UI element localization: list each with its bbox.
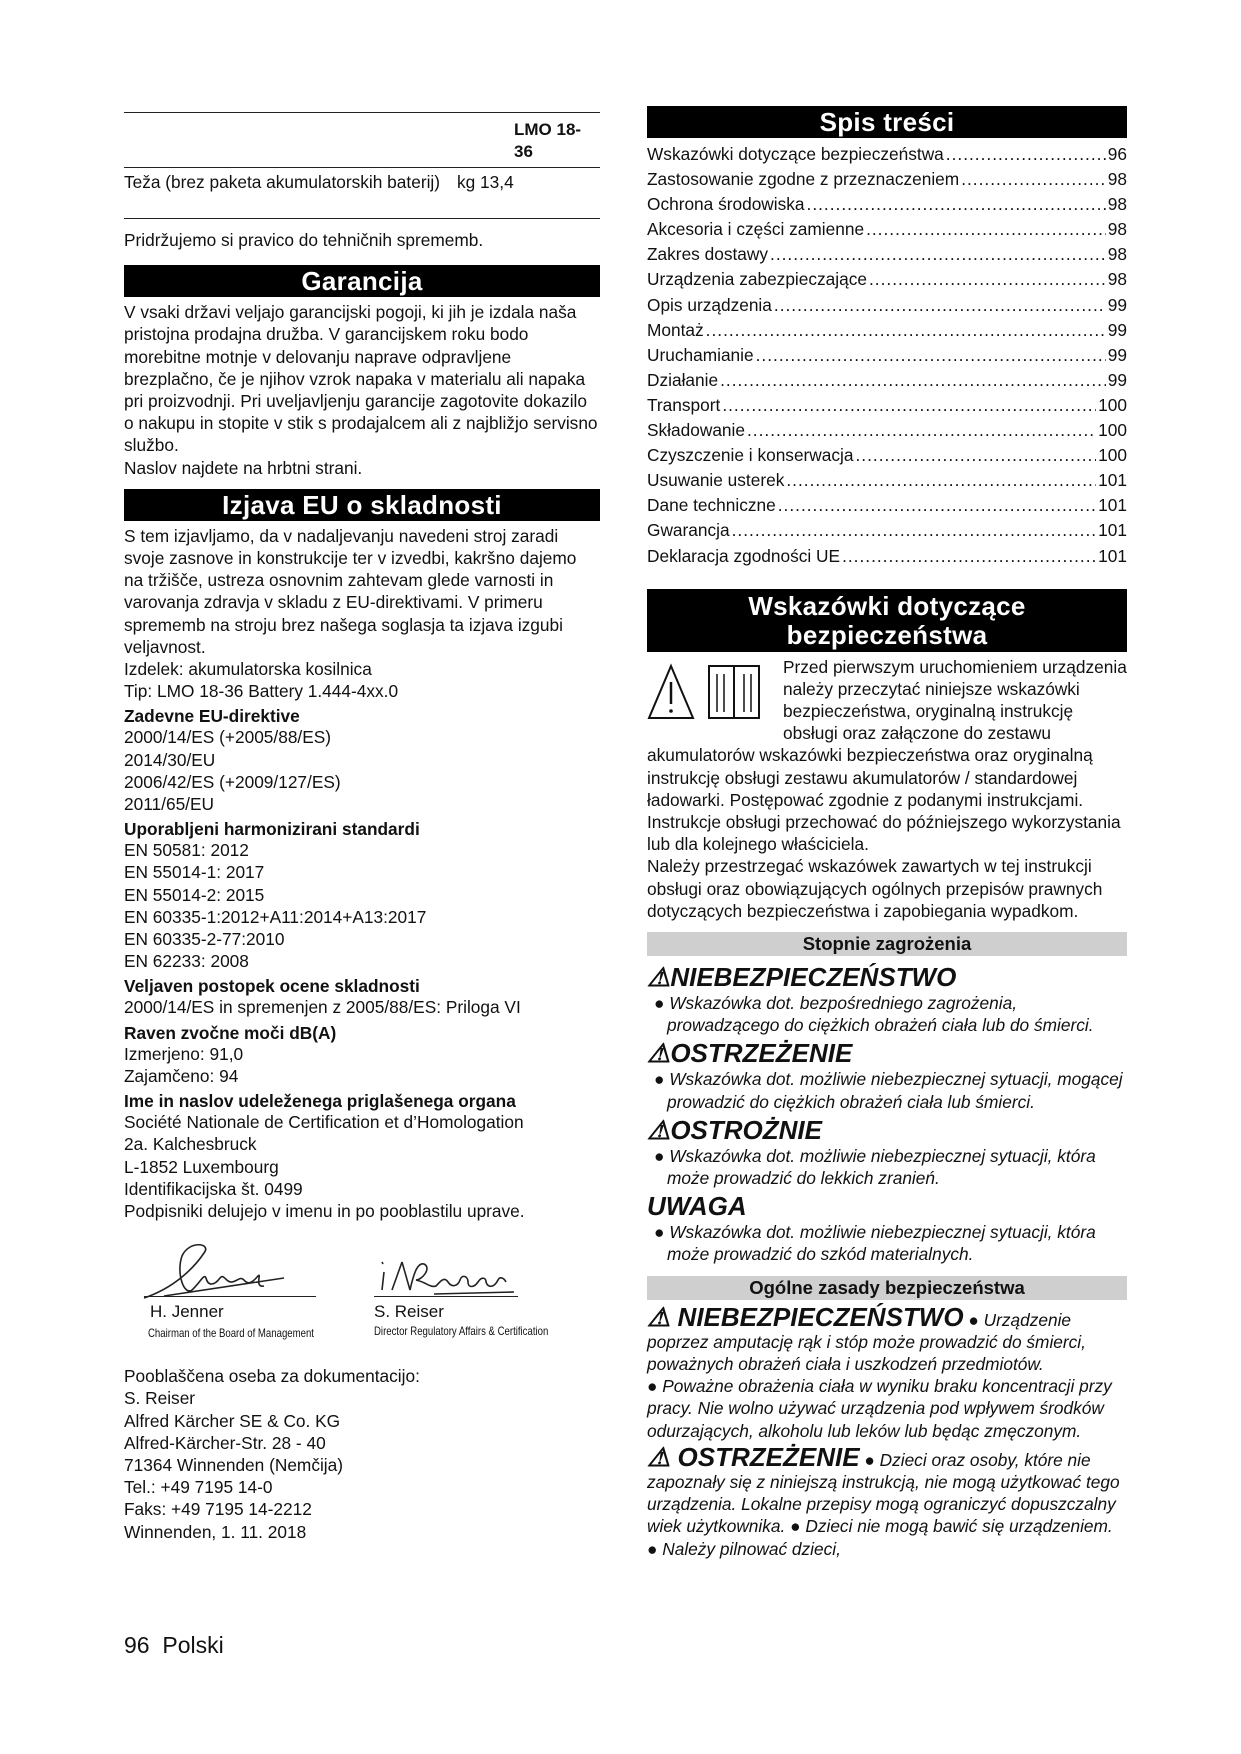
standard-item: EN 50581: 2012 <box>124 840 249 861</box>
notified-body-line: Société Nationale de Certification et d’Homologation <box>124 1112 524 1133</box>
toc-item: Urządzenia zabezpieczające ..... 98 <box>647 267 1127 292</box>
warning-triangle-icon: ⚠ <box>647 1038 671 1069</box>
auth-line: Faks: +49 7195 14-2212 <box>124 1499 312 1520</box>
general-heading: Ogólne zasady bezpieczeństwa <box>647 1276 1127 1300</box>
toc-item: Gwarancja ..... 101 <box>647 518 1127 543</box>
page-number: 96 <box>124 1632 150 1658</box>
izjava-text: S tem izjavljamo, da v nadaljevanju navedeni stroj zaradi svoje zasnove in konstrukcije ter v izvedbi, kakršno dajemo na tržišče, ustreza osnovnim zahtevam glede varnosti in varovanja zdravja v skladu z EU-direktivami. V primeru sprememb na stroju brez našega soglasja ta izjava izgubi veljavnost. <box>124 525 577 657</box>
directive-item: 2011/65/EU <box>124 794 214 815</box>
product-line: Izdelek: akumulatorska kosilnica <box>124 659 372 680</box>
warning-manual-icon <box>647 660 779 724</box>
toc-item: Ochrona środowiska ..... 98 <box>647 192 1127 217</box>
toc-item: Składowanie ..... 100 <box>647 418 1127 443</box>
auth-line: 71364 Winnenden (Nemčija) <box>124 1454 344 1475</box>
toc-item: Czyszczenie i konserwacja ..... 100 <box>647 443 1127 468</box>
notified-body-line: 2a. Kalchesbruck <box>124 1134 257 1155</box>
safety-heading: Wskazówki dotyczące bezpieczeństwa <box>647 589 1127 652</box>
type-line: Tip: LMO 18-36 Battery 1.444-4xx.0 <box>124 681 399 702</box>
left-column <box>124 112 600 1543</box>
level-caution: ⚠OSTROŻNIE <box>647 1114 822 1145</box>
safety-intro-text2: Należy przestrzegać wskazówek zawartych w tej instrukcji obsługi oraz obowiązujących ogólnych przepisów prawnych dotyczących bezpieczeństwa i zapobiegania wypadkom. <box>647 856 1103 921</box>
auth-line: Winnenden, 1. 11. 2018 <box>124 1521 307 1542</box>
sound-title: Raven zvočne moči dB(A) <box>124 1022 337 1043</box>
toc-item: Akcesoria i części zamienne ..... 98 <box>647 217 1127 242</box>
footer-language: Polski <box>162 1632 224 1658</box>
standard-item: EN 60335-2-77:2010 <box>124 929 285 950</box>
toc-item: Zastosowanie zgodne z przeznaczeniem ..... 98 <box>647 167 1127 192</box>
sound-measured: Izmerjeno: 91,0 <box>124 1043 244 1064</box>
signer1-title: Chairman of the Board of Management <box>148 1326 314 1341</box>
directive-item: 2006/42/ES (+2009/127/ES) <box>124 771 341 792</box>
auth-line: Alfred-Kärcher-Str. 28 - 40 <box>124 1432 326 1453</box>
standard-item: EN 60335-1:2012+A11:2014+A13:2017 <box>124 906 427 927</box>
toc-item: Wskazówki dotyczące bezpieczeństwa ..... 96 <box>647 142 1127 167</box>
spec-header: LMO 18-36 <box>514 120 582 161</box>
toc-item: Transport ..... 100 <box>647 393 1127 418</box>
level-danger: ⚠NIEBEZPIECZEŃSTWO <box>647 962 957 993</box>
toc-item: Zakres dostawy ..... 98 <box>647 242 1127 267</box>
signer2-title: Director Regulatory Affairs & Certification <box>374 1324 549 1339</box>
level-notice-text: ● Wskazówka dot. możliwie niebezpiecznej sytuacji, która może prowadzić do szkód materialnych. <box>654 1222 1096 1265</box>
signature-area <box>124 1230 600 1365</box>
general-danger: ⚠ NIEBEZPIECZEŃSTWO ● Urządzenie poprzez amputację rąk i stóp może prowadzić do śmierci, poważnych obrażeń ciała i uszkodzeń przedmiotów. ● Poważne obrażenia ciała w wyniku braku koncentracji przy pracy. Nie wolno używać urządzenia pod wpływem środków odurzających, alkoholu lub leków lub będąc zmęczonym. <box>647 1301 1112 1441</box>
garancija-text: V vsaki državi veljajo garancijski pogoji, ki jih je izdala naša pristojna prodajna družba. V garancijskem roku bodo morebitne motnje v delovanju naprave odpravljene brezplačno, če je njihov vzrok napaka v materialu ali napaka pri proizvodnji. Pri uveljavljenju garancije zagotovite dokazilo o nakupu in stopite v stik s prodajalcem ali z najbližjo servisno službo. <box>124 302 598 456</box>
page-footer <box>124 1632 224 1659</box>
directive-item: 2014/30/EU <box>124 749 216 770</box>
levels-heading: Stopnie zagrożenia <box>647 932 1127 956</box>
toc-item: Usuwanie usterek ..... 101 <box>647 468 1127 493</box>
general-warning: ⚠ OSTRZEŻENIE ● Dzieci oraz osoby, które nie zapoznały się z niniejszą instrukcją, nie mogą użytkować tego urządzenia. Lokalne przepisy mogą ograniczyć dopuszczalny wiek użytkownika. ● Dzieci nie mogą bawić się urządzeniem. ● Należy pilnować dzieci, <box>647 1441 1120 1559</box>
signature-jenner <box>134 1238 304 1308</box>
spec-row-label: Teža (brez paketa akumulatorskih baterij) <box>124 172 441 192</box>
signer1-name: H. Jenner <box>150 1302 224 1322</box>
warning-triangle-icon: ⚠ <box>647 1301 678 1332</box>
auth-line: Pooblaščena oseba za dokumentacijo: <box>124 1366 420 1387</box>
notified-body-line: Identifikacijska št. 0499 <box>124 1178 303 1199</box>
toc-heading: Spis treści <box>647 106 1127 138</box>
garancija-note: Naslov najdete na hrbtni strani. <box>124 457 363 478</box>
warning-triangle-icon: ⚠ <box>647 962 671 993</box>
warning-triangle-icon: ⚠ <box>647 1114 671 1145</box>
toc-item: Deklaracja zgodności UE ..... 101 <box>647 544 1127 569</box>
notified-body-title: Ime in naslov udeleženega priglašenega organa <box>124 1091 516 1112</box>
standard-item: EN 55014-2: 2015 <box>124 884 265 905</box>
safety-intro <box>647 656 1127 856</box>
standard-item: EN 62233: 2008 <box>124 951 249 972</box>
level-warning-text: ● Wskazówka dot. możliwie niebezpiecznej sytuacji, mogącej prowadzić do ciężkich obrażeń ciała lub śmierci. <box>654 1069 1123 1112</box>
level-caution-text: ● Wskazówka dot. możliwie niebezpiecznej sytuacji, która może prowadzić do lekkich zranień. <box>654 1145 1096 1189</box>
warning-triangle-icon: ⚠ <box>647 1441 678 1472</box>
toc-item: Montaż ..... 99 <box>647 318 1127 343</box>
toc-item: Opis urządzenia ..... 99 <box>647 293 1127 318</box>
table-of-contents <box>647 142 1127 569</box>
level-notice: UWAGA <box>647 1191 747 1222</box>
signatories-note: Podpisniki delujejo v imenu in po pooblastilu uprave. <box>124 1200 525 1221</box>
spec-note: Pridržujemo si pravico do tehničnih sprememb. <box>124 230 484 250</box>
izjava-heading: Izjava EU o skladnosti <box>124 489 600 521</box>
signature-reiser <box>374 1242 524 1302</box>
standard-item: EN 55014-1: 2017 <box>124 862 265 883</box>
auth-line: S. Reiser <box>124 1388 196 1409</box>
signer2-name: S. Reiser <box>374 1302 444 1322</box>
right-column <box>647 106 1127 1560</box>
standards-title: Uporabljeni harmonizirani standardi <box>124 819 420 840</box>
garancija-heading: Garancija <box>124 265 600 297</box>
toc-item: Uruchamianie ..... 99 <box>647 343 1127 368</box>
auth-line: Tel.: +49 7195 14-0 <box>124 1477 273 1498</box>
level-danger-text: ● Wskazówka dot. bezpośredniego zagrożenia, prowadzącego do ciężkich obrażeń ciała lub do śmierci. <box>654 993 1094 1036</box>
level-warning: ⚠OSTRZEŻENIE <box>647 1038 853 1069</box>
spec-table <box>124 112 600 219</box>
toc-item: Dane techniczne ..... 101 <box>647 493 1127 518</box>
notified-body-line: L-1852 Luxembourg <box>124 1156 279 1177</box>
directive-item: 2000/14/ES (+2005/88/ES) <box>124 727 332 748</box>
auth-line: Alfred Kärcher SE & Co. KG <box>124 1410 341 1431</box>
directives-title: Zadevne EU-direktive <box>124 706 300 727</box>
toc-item: Działanie ..... 99 <box>647 368 1127 393</box>
safety-intro-text: Przed pierwszym uruchomieniem urządzenia należy przeczytać niniejsze wskazówki bezpieczeństwa, oryginalną instrukcję obsługi oraz załączone do zestawu akumulatorów wskazówki bezpieczeństwa oraz oryginalną instrukcję obsługi zestawu akumulatorów / standardowej ładowarki. Postępować zgodnie z podanymi instrukcjami. Instrukcje obsługi przechować do późniejszego wykorzystania lub dla kolejnego właściciela. <box>647 656 1127 855</box>
procedure-text: 2000/14/ES in spremenjen z 2005/88/ES: Priloga VI <box>124 997 521 1018</box>
sound-guaranteed: Zajamčeno: 94 <box>124 1065 239 1086</box>
spec-row-value: kg 13,4 <box>457 172 514 192</box>
procedure-title: Veljaven postopek ocene skladnosti <box>124 976 420 997</box>
